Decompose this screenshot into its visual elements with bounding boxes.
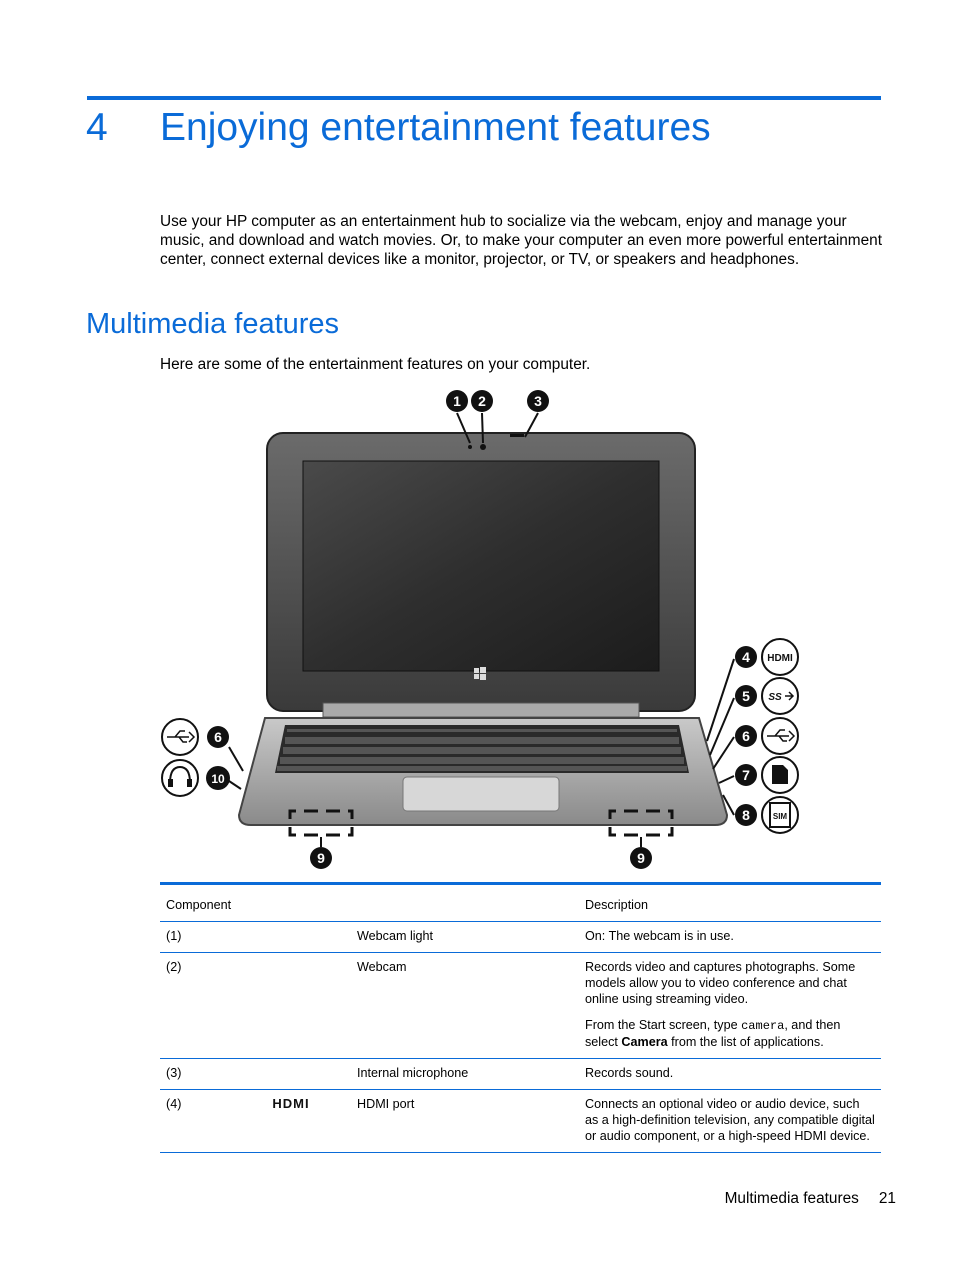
callout-3-label: 3 [534, 393, 542, 409]
instruction-text: From the Start screen, type [585, 1018, 742, 1032]
instruction-text: from the list of applications. [667, 1035, 824, 1049]
table-header-row [160, 884, 881, 922]
callout-1-label: 1 [453, 393, 461, 409]
callout-9-right-label: 9 [637, 850, 645, 866]
app-name: Camera [621, 1035, 668, 1049]
laptop-illustration [155, 385, 815, 875]
row-component: Webcam light [351, 922, 579, 953]
row-description [579, 953, 881, 1059]
chapter-rule [87, 96, 881, 100]
hdmi-icon-text: HDMI [767, 653, 793, 664]
row-icon-cell [257, 1059, 351, 1090]
audio-jack-icon [162, 760, 198, 796]
table-row [160, 1059, 881, 1090]
table-row [160, 953, 881, 1059]
sd-card-glyph [772, 765, 788, 784]
hdmi-icon [263, 1096, 319, 1110]
row-icon-cell [257, 922, 351, 953]
port-icons-left [162, 719, 198, 796]
row-icon-cell [257, 1090, 351, 1153]
usb-glyph-right [767, 730, 794, 741]
webcam-lens [480, 444, 486, 450]
callout-9-left-label: 9 [317, 850, 325, 866]
row-description [579, 1090, 881, 1153]
intro-paragraph: Use your HP computer as an entertainment hub to socialize via the webcam, enjoy and manage your music, and download and watch movies. Or, to make your computer an even more powerful entertainment center, connect external devices like a monitor, projector, or TV, or speakers and headphones. [160, 213, 883, 268]
description-text: On: The webcam is in use. [585, 929, 734, 943]
instruction-text: , and then select [585, 1018, 841, 1049]
row-number: (3) [160, 1059, 257, 1090]
callout-10-label: 10 [211, 772, 225, 786]
description-text: Records video and captures photographs. Some models allow you to video conference and chat online using streaming video. [585, 960, 856, 1006]
components-table [160, 882, 881, 1153]
table-row [160, 922, 881, 953]
page-footer [725, 1190, 896, 1208]
section-lead: Here are some of the entertainment features on your computer. [160, 356, 591, 373]
row-number: (2) [160, 953, 257, 1059]
usb3-icon-text: SS [768, 692, 782, 703]
section-title: Multimedia features [86, 308, 340, 340]
description-instruction [585, 1017, 875, 1050]
chapter-number: 4 [86, 106, 108, 149]
laptop-hinge [323, 703, 639, 717]
laptop-screen [303, 461, 659, 671]
hdmi-icon-text: HDMI [272, 1096, 310, 1110]
command-code: camera [741, 1019, 785, 1033]
callout-8-label: 8 [742, 807, 750, 823]
callout-6-right-label: 6 [742, 728, 750, 744]
callout-5-label: 5 [742, 688, 750, 704]
description-text: Connects an optional video or audio device, such as a high-definition television, any compatible digital or audio component, or a high-speed HDMI device. [585, 1097, 875, 1143]
description-header: Description [579, 884, 881, 922]
callout-6-left-label: 6 [214, 729, 222, 745]
row-component: Webcam [351, 953, 579, 1059]
chapter-title: Enjoying entertainment features [160, 106, 711, 149]
callout-4-label: 4 [742, 649, 750, 665]
laptop-figure-svg [155, 385, 815, 875]
usb-glyph-left [167, 731, 194, 742]
callout-7-label: 7 [742, 767, 750, 783]
table-row [160, 1090, 881, 1153]
row-number: (1) [160, 922, 257, 953]
sim-icon-text: SIM [772, 812, 788, 821]
page-number: 21 [878, 1190, 896, 1207]
callout-2-label: 2 [478, 393, 486, 409]
microphone [510, 434, 524, 437]
footer-section-title: Multimedia features [724, 1190, 859, 1207]
row-icon-cell [257, 953, 351, 1059]
row-component: Internal microphone [351, 1059, 579, 1090]
description-text: Records sound. [585, 1066, 674, 1080]
row-description [579, 1059, 881, 1090]
row-description [579, 922, 881, 953]
touchpad [403, 777, 559, 811]
row-number: (4) [160, 1090, 257, 1153]
row-component: HDMI port [351, 1090, 579, 1153]
webcam-light [468, 445, 472, 449]
component-header: Component [160, 884, 579, 922]
